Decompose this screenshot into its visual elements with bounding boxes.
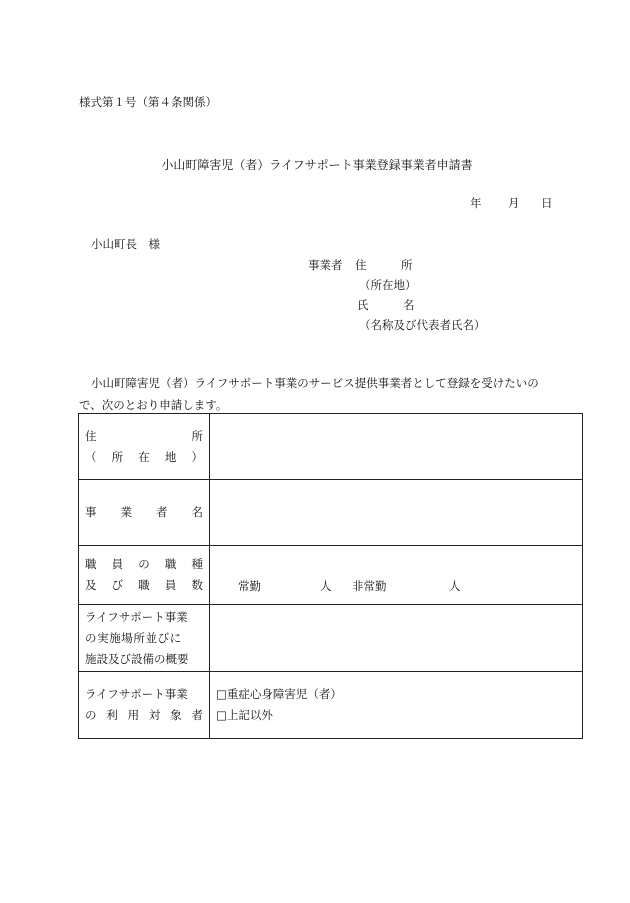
date-year: 年 <box>470 196 482 210</box>
label-char: 者 <box>156 505 168 519</box>
label-staff <box>79 546 210 605</box>
label-char: 職 <box>85 557 97 571</box>
label-facility-line3: 施設及び設備の概要 <box>85 651 189 666</box>
applicant-address-sub: （所在地） <box>359 278 417 292</box>
fulltime-label: 常勤 <box>238 579 261 593</box>
value-facility[interactable] <box>210 605 583 672</box>
label-char: 所 <box>191 428 203 443</box>
label-char: 業 <box>120 505 132 519</box>
row-address <box>79 414 583 480</box>
label-char: ） <box>191 449 203 464</box>
row-operator <box>79 480 583 546</box>
label-operator <box>79 480 210 546</box>
form-number: 様式第１号（第４条関係） <box>79 95 217 109</box>
value-operator[interactable] <box>210 480 583 546</box>
label-char: 及 <box>85 578 97 592</box>
label-address-line1 <box>85 426 203 447</box>
label-char: 数 <box>191 578 203 592</box>
checkbox-severe-disability[interactable]: □重症心身障害児（者） <box>216 687 342 701</box>
label-char: 用 <box>127 708 140 722</box>
staff-counts <box>216 576 576 597</box>
label-users-line1: ライフサポート事業 <box>85 687 188 701</box>
application-table <box>78 413 583 739</box>
label-operator-line <box>85 502 203 523</box>
label-users-line2 <box>85 705 203 726</box>
value-users <box>210 672 583 739</box>
document-title: 小山町障害児（者）ライフサポート事業登録事業者申請書 <box>161 158 473 172</box>
label-char: 職 <box>164 557 177 571</box>
label-char: 員 <box>111 557 124 571</box>
label-staff-line1 <box>85 554 203 575</box>
fulltime-unit: 人 <box>320 579 332 593</box>
label-char: 者 <box>191 708 203 722</box>
label-char: 在 <box>138 449 150 464</box>
date-day: 日 <box>541 196 553 210</box>
label-staff-line2 <box>85 575 203 596</box>
applicant-name-sub: （名称及び代表者氏名） <box>359 318 486 332</box>
row-staff <box>79 546 583 605</box>
applicant-name-label: 氏 名 <box>357 298 415 312</box>
checkbox-other[interactable]: □上記以外 <box>216 708 273 722</box>
applicant-prefix: 事業者 <box>308 258 343 272</box>
row-users <box>79 672 583 739</box>
label-char: の <box>85 708 97 722</box>
label-char: 利 <box>106 708 118 722</box>
label-char: 住 <box>85 428 97 443</box>
label-facility-line2: の実施場所並びに <box>85 630 182 645</box>
intro-line-1: 小山町障害児（者）ライフサポート事業のサービス提供事業者として登録を受けたいの <box>91 376 539 390</box>
label-facility <box>79 605 210 672</box>
label-char: （ <box>85 449 97 464</box>
label-char: 象 <box>170 708 182 722</box>
label-char: 所 <box>111 449 124 464</box>
row-facility <box>79 605 583 672</box>
label-char: び <box>111 578 124 592</box>
date-month: 月 <box>508 196 520 210</box>
label-facility-line1: ライフサポート事業 <box>85 609 188 624</box>
label-char: 事 <box>85 505 97 519</box>
applicant-address-label: 住 所 <box>355 258 413 272</box>
label-address <box>79 414 210 480</box>
label-char: 対 <box>148 708 161 722</box>
label-char: の <box>138 557 150 571</box>
label-users <box>79 672 210 739</box>
label-char: 職 <box>138 578 150 592</box>
value-staff[interactable] <box>210 546 583 605</box>
parttime-label: 非常勤 <box>352 579 387 593</box>
label-char: 員 <box>164 578 177 592</box>
value-address[interactable] <box>210 414 583 480</box>
addressee: 小山町長 様 <box>91 237 160 251</box>
label-char: 名 <box>191 505 203 519</box>
label-address-line2 <box>85 447 203 468</box>
intro-line-2: で、次のとおり申請します。 <box>79 398 228 412</box>
label-char: 地 <box>164 449 177 464</box>
label-char: 種 <box>191 557 203 571</box>
parttime-unit: 人 <box>449 579 461 593</box>
